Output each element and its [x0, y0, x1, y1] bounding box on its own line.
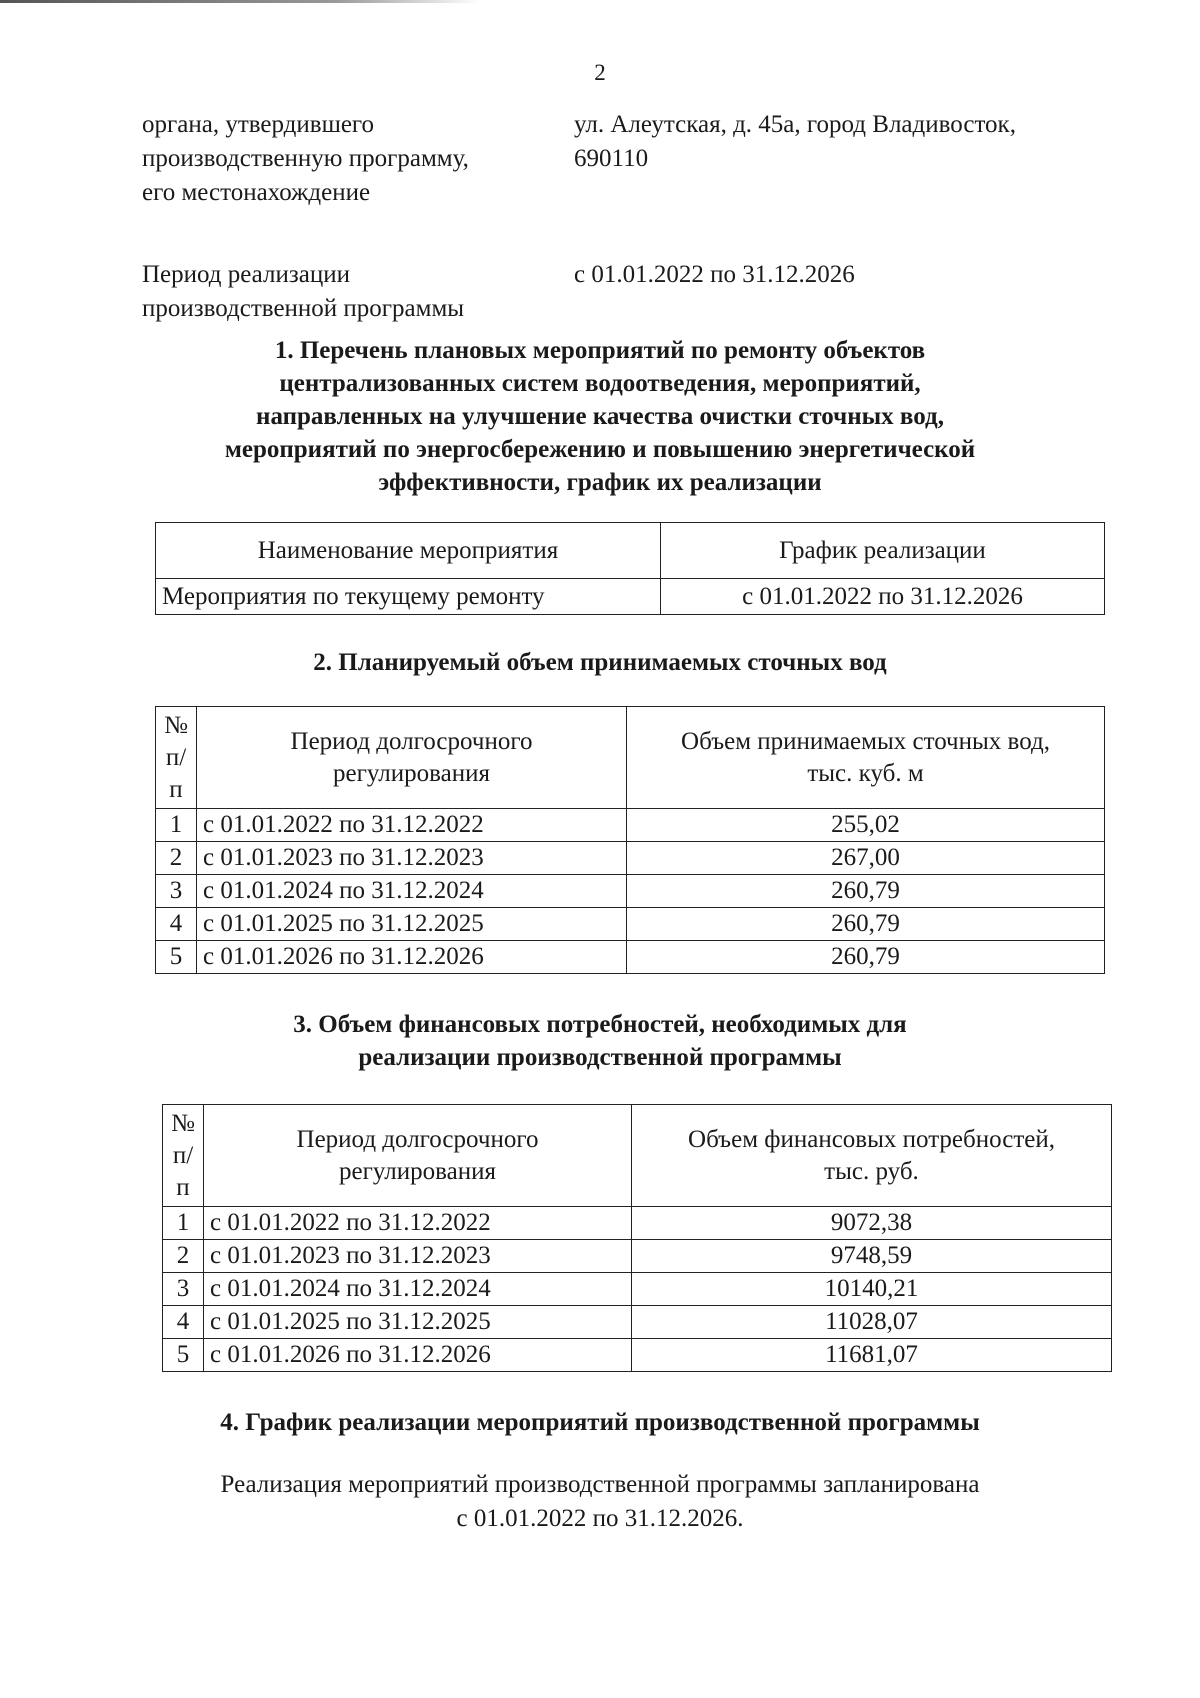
- info-row-authority: [142, 108, 1142, 218]
- activities-table: [155, 522, 1105, 615]
- row-number: 3: [156, 875, 197, 908]
- table-row: [156, 941, 1105, 974]
- row-value: 9748,59: [632, 1240, 1112, 1273]
- row-value: 260,79: [627, 875, 1105, 908]
- header-activity-name: Наименование мероприятия: [156, 523, 661, 579]
- row-period: с 01.01.2026 по 31.12.2026: [197, 941, 627, 974]
- header-line: регулирования: [333, 759, 490, 787]
- heading-line: эффективности, график их реализации: [378, 469, 822, 496]
- row-number: 1: [163, 1207, 204, 1240]
- row-value: 255,02: [627, 809, 1105, 842]
- header-schedule: График реализации: [661, 523, 1105, 579]
- row-value: 260,79: [627, 908, 1105, 941]
- info-value-line: с 01.01.2022 по 31.12.2026: [574, 261, 855, 288]
- row-value: 11028,07: [632, 1306, 1112, 1339]
- financial-needs-table: [162, 1104, 1112, 1372]
- table-row: [156, 875, 1105, 908]
- row-number: 4: [163, 1306, 204, 1339]
- row-number: 5: [156, 941, 197, 974]
- heading-line: мероприятий по энергосбережению и повышению энергетической: [224, 436, 976, 463]
- header-period: [197, 707, 627, 809]
- row-period: с 01.01.2024 по 31.12.2024: [197, 875, 627, 908]
- info-row-period: [142, 258, 1142, 330]
- row-number: 1: [156, 809, 197, 842]
- row-value: 9072,38: [632, 1207, 1112, 1240]
- header-period: [204, 1105, 632, 1207]
- table-row: [163, 1339, 1112, 1372]
- header-line: п: [176, 1173, 190, 1201]
- section-4-heading: [0, 1406, 1200, 1439]
- row-value: 267,00: [627, 842, 1105, 875]
- row-number: 5: [163, 1339, 204, 1372]
- row-period: с 01.01.2023 по 31.12.2023: [204, 1240, 632, 1273]
- row-value: 11681,07: [632, 1339, 1112, 1372]
- table-row: [156, 908, 1105, 941]
- table-row: [156, 842, 1105, 875]
- row-number: 3: [163, 1273, 204, 1306]
- heading-line: направленных на улучшение качества очистки сточных вод,: [256, 403, 944, 430]
- row-period: с 01.01.2025 по 31.12.2025: [204, 1306, 632, 1339]
- section-4-text: [0, 1468, 1200, 1536]
- header-line: регулирования: [339, 1157, 496, 1185]
- table-row: [163, 1207, 1112, 1240]
- info-label: [142, 258, 542, 326]
- info-label-line: органа, утвердившего: [142, 111, 375, 138]
- heading-line: 3. Объем финансовых потребностей, необходимых для: [293, 1011, 907, 1038]
- info-label-line: его местонахождение: [142, 179, 371, 206]
- table-row: [163, 1240, 1112, 1273]
- table-row: [163, 1273, 1112, 1306]
- row-period: с 01.01.2024 по 31.12.2024: [204, 1273, 632, 1306]
- row-period: с 01.01.2022 по 31.12.2022: [197, 809, 627, 842]
- page-number: 2: [594, 60, 606, 85]
- row-number: 2: [163, 1240, 204, 1273]
- header-line: Объем принимаемых сточных вод,: [681, 727, 1050, 755]
- info-value-line: ул. Алеутская, д. 45а, город Владивосток,: [574, 111, 1016, 138]
- info-label: [142, 108, 542, 210]
- row-period: с 01.01.2022 по 31.12.2022: [204, 1207, 632, 1240]
- info-value: [574, 108, 1134, 176]
- row-period: с 01.01.2025 по 31.12.2025: [197, 908, 627, 941]
- header-line: п/: [165, 743, 187, 771]
- activity-cell: Мероприятия по текущему ремонту: [156, 579, 661, 615]
- info-value: [574, 258, 1134, 292]
- heading-line: 4. График реализации мероприятий производственной программы: [220, 1409, 980, 1436]
- row-value: 260,79: [627, 941, 1105, 974]
- section-2-heading: [0, 646, 1200, 679]
- table-header-row: [156, 707, 1105, 809]
- row-number: 2: [156, 842, 197, 875]
- header-volume: [627, 707, 1105, 809]
- schedule-cell: с 01.01.2022 по 31.12.2026: [661, 579, 1105, 615]
- heading-line: централизованных систем водоотведения, мероприятий,: [279, 370, 921, 397]
- scan-edge: [0, 0, 480, 3]
- header-line: №: [164, 711, 188, 739]
- table-header-row: [156, 523, 1105, 579]
- row-number: 4: [156, 908, 197, 941]
- header-line: тыс. куб. м: [807, 759, 924, 787]
- heading-line: 2. Планируемый объем принимаемых сточных вод: [313, 649, 887, 676]
- row-value: 10140,21: [632, 1273, 1112, 1306]
- header-line: тыс. руб.: [824, 1157, 919, 1185]
- row-period: с 01.01.2023 по 31.12.2023: [197, 842, 627, 875]
- header-financial-volume: [632, 1105, 1112, 1207]
- table-header-row: [163, 1105, 1112, 1207]
- header-line: №: [171, 1109, 195, 1137]
- info-label-line: Период реализации: [142, 261, 350, 288]
- info-label-line: производственную программу,: [142, 145, 469, 172]
- section-1-heading: [0, 334, 1200, 499]
- row-period: с 01.01.2026 по 31.12.2026: [204, 1339, 632, 1372]
- header-number: [163, 1105, 204, 1207]
- text-line: с 01.01.2022 по 31.12.2026.: [456, 1505, 744, 1532]
- table-row: [156, 579, 1105, 615]
- header-line: Период долгосрочного: [296, 1125, 539, 1153]
- header-line: Объем финансовых потребностей,: [688, 1125, 1055, 1153]
- wastewater-volume-table: [155, 706, 1105, 974]
- heading-line: 1. Перечень плановых мероприятий по ремонту объектов: [274, 337, 926, 364]
- header-line: п/: [172, 1141, 194, 1169]
- header-line: Период долгосрочного: [290, 727, 533, 755]
- text-line: Реализация мероприятий производственной программы запланирована: [220, 1471, 980, 1498]
- heading-line: реализации производственной программы: [358, 1044, 842, 1071]
- info-value-line: 690110: [574, 145, 649, 172]
- info-label-line: производственной программы: [142, 295, 465, 322]
- table-row: [156, 809, 1105, 842]
- header-number: [156, 707, 197, 809]
- header-line: п: [169, 775, 183, 803]
- section-3-heading: [0, 1008, 1200, 1074]
- table-row: [163, 1306, 1112, 1339]
